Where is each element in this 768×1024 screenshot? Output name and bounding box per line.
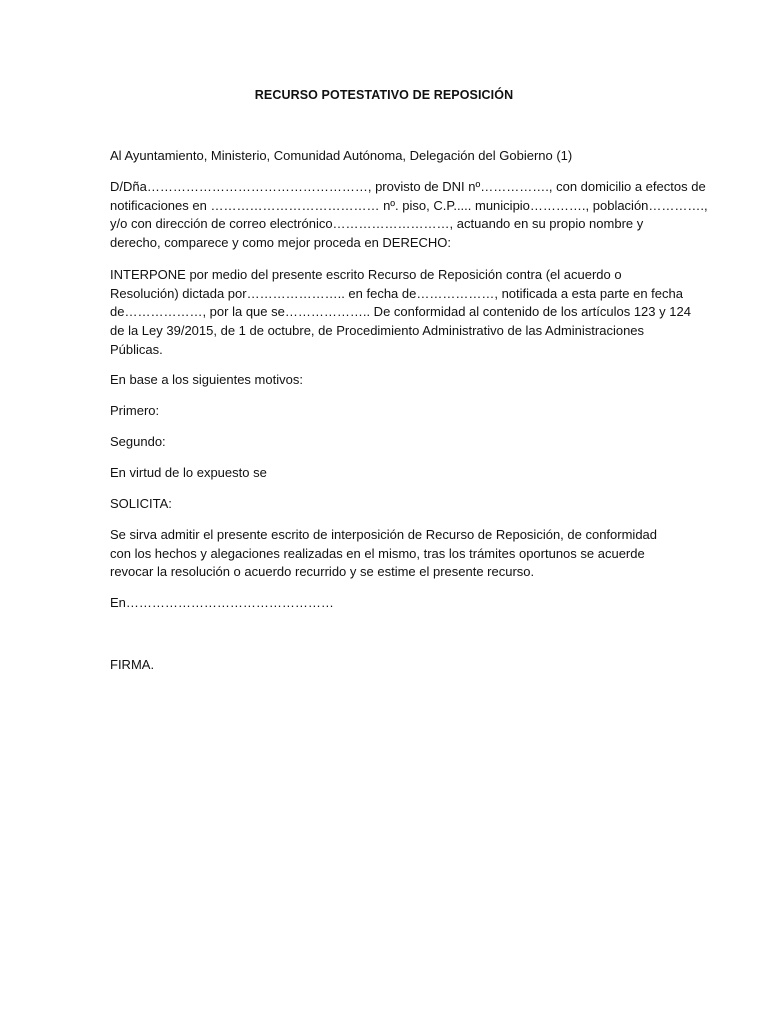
lugar-line: En………………………………………… xyxy=(110,595,334,610)
motivos-intro: En base a los siguientes motivos: xyxy=(110,372,303,387)
firma-label: FIRMA. xyxy=(110,657,155,672)
interpone-line: Públicas. xyxy=(110,341,163,357)
solicitud-paragraph xyxy=(110,526,662,582)
interpone-line: Resolución) dictada por………………….. en fecha de………………, notificada a esta parte en fecha xyxy=(110,285,683,301)
document-title: RECURSO POTESTATIVO DE REPOSICIÓN xyxy=(254,88,514,102)
identification-line: derecho, comparece y como mejor proceda en DERECHO: xyxy=(110,235,452,251)
interpone-line: INTERPONE por medio del presente escrito Recurso de Reposición contra (el acuerdo o xyxy=(110,267,622,282)
solicitud-line: Se sirva admitir el presente escrito de interposición de Recurso de Reposición, de conformidad xyxy=(110,527,658,542)
identification-line: notificaciones en ………………………………… nº. piso, C.P..... municipio…………., población…………., xyxy=(110,197,708,213)
interpone-line: de la Ley 39/2015, de 1 de octubre, de Procedimiento Administrativo de las Administraciones xyxy=(110,323,645,339)
addressee-paragraph: Al Ayuntamiento, Ministerio, Comunidad Autónoma, Delegación del Gobierno (1) xyxy=(110,148,573,163)
motivo-segundo: Segundo: xyxy=(110,434,166,449)
identification-line: y/o con dirección de correo electrónico………………………, actuando en su propio nombre y xyxy=(110,216,644,232)
solicita-heading: SOLICITA: xyxy=(110,496,172,511)
solicitud-line: con los hechos y alegaciones realizadas en el mismo, tras los trámites oportunos se acuerde xyxy=(110,545,645,561)
solicitud-line: revocar la resolución o acuerdo recurrido y se estime el presente recurso. xyxy=(110,564,535,580)
identification-paragraph xyxy=(110,178,708,253)
identification-line: D/Dña……………………………………………, provisto de DNI nº……………., con domicilio a efectos de xyxy=(110,179,706,194)
interpone-line: de………………, por la que se……………….. De conformidad al contenido de los artículos 123 y 124 xyxy=(110,304,691,320)
expuesto-line: En virtud de lo expuesto se xyxy=(110,465,267,480)
interpone-paragraph xyxy=(110,266,691,360)
motivo-primero: Primero: xyxy=(110,403,160,418)
